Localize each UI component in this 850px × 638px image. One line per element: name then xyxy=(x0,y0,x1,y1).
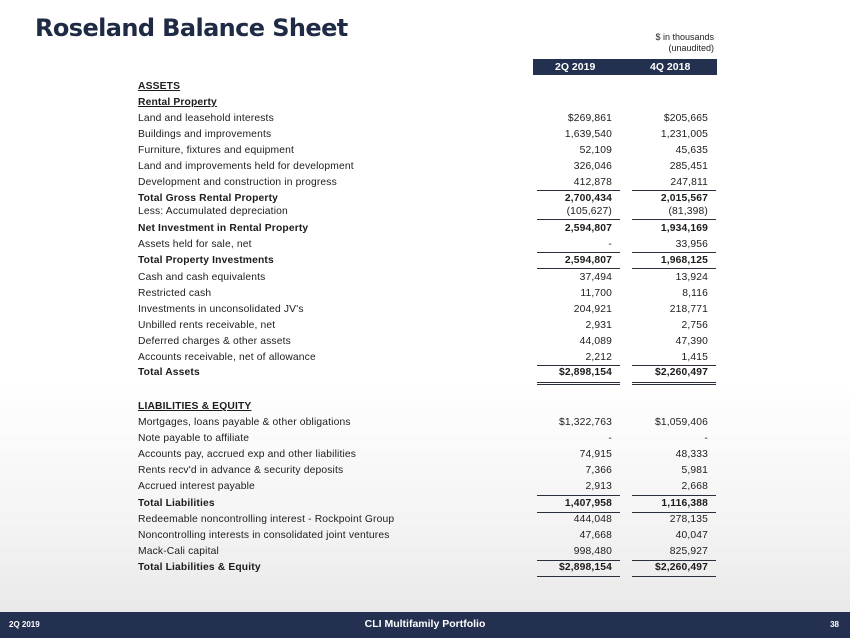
value-2q-2019: - xyxy=(608,239,612,250)
table-row xyxy=(138,127,718,143)
value-4q-2018: 1,934,169 xyxy=(660,223,708,234)
subtotal-rule xyxy=(632,512,716,513)
column-header-2q-2019: 2Q 2019 xyxy=(555,61,596,73)
row-label: Investments in unconsolidated JV's xyxy=(138,304,304,315)
row-label: Total Liabilities xyxy=(138,498,215,509)
subtotal-rule xyxy=(632,252,716,253)
row-label: Redeemable noncontrolling interest - Rockpoint Group xyxy=(138,514,395,525)
value-2q-2019: 412,878 xyxy=(573,177,612,188)
value-2q-2019: 11,700 xyxy=(580,288,612,299)
value-2q-2019: 326,046 xyxy=(573,161,612,172)
page-number: 38 xyxy=(830,620,839,629)
table-row xyxy=(138,159,718,175)
value-4q-2018: 1,968,125 xyxy=(660,255,708,266)
column-header-4q-2018: 4Q 2018 xyxy=(650,61,691,73)
value-2q-2019: (105,627) xyxy=(566,206,612,217)
table-row xyxy=(138,415,718,431)
total-row xyxy=(138,221,718,237)
row-label: Net Investment in Rental Property xyxy=(138,223,309,234)
row-label: Accounts pay, accrued exp and other liabilities xyxy=(138,449,357,460)
subtotal-rule xyxy=(632,190,716,191)
section-heading xyxy=(138,95,718,111)
table-row xyxy=(138,334,718,350)
value-4q-2018: 45,635 xyxy=(675,145,708,156)
row-label: Mortgages, loans payable & other obligations xyxy=(138,417,351,428)
value-4q-2018: 40,047 xyxy=(675,530,708,541)
value-4q-2018: 2,668 xyxy=(681,481,708,492)
subtotal-rule xyxy=(537,268,620,269)
value-4q-2018: $205,665 xyxy=(663,113,708,124)
value-2q-2019: - xyxy=(608,433,612,444)
row-label: Assets held for sale, net xyxy=(138,239,252,250)
row-label: Restricted cash xyxy=(138,288,212,299)
value-2q-2019: 2,931 xyxy=(585,320,612,331)
subtotal-rule xyxy=(537,219,620,220)
value-4q-2018: (81,398) xyxy=(668,206,708,217)
total-rule xyxy=(537,365,620,366)
value-2q-2019: 998,480 xyxy=(573,546,612,557)
value-4q-2018: 47,390 xyxy=(675,336,708,347)
value-2q-2019: 2,594,807 xyxy=(564,223,612,234)
row-label: Development and construction in progress xyxy=(138,177,337,188)
value-2q-2019: 444,048 xyxy=(573,514,612,525)
value-2q-2019: 2,913 xyxy=(585,481,612,492)
value-4q-2018: 8,116 xyxy=(682,288,708,299)
table-row xyxy=(138,350,718,366)
value-4q-2018: 825,927 xyxy=(669,546,708,557)
subtotal-rule xyxy=(537,495,620,496)
total-rule xyxy=(632,365,716,366)
value-2q-2019: 52,109 xyxy=(579,145,612,156)
table-row xyxy=(138,111,718,127)
table-row xyxy=(138,302,718,318)
value-4q-2018: 48,333 xyxy=(675,449,708,460)
row-label: Accounts receivable, net of allowance xyxy=(138,352,316,363)
column-header-band xyxy=(533,59,717,75)
value-4q-2018: 285,451 xyxy=(669,161,708,172)
value-2q-2019: $1,322,763 xyxy=(558,417,612,428)
section-heading xyxy=(138,79,718,95)
table-row xyxy=(138,237,718,253)
subtotal-rule xyxy=(537,252,620,253)
value-4q-2018: 1,231,005 xyxy=(660,129,708,140)
table-row xyxy=(138,318,718,334)
row-label: Total Liabilities & Equity xyxy=(138,562,261,573)
value-2q-2019: 2,212 xyxy=(585,352,612,363)
value-2q-2019: 37,494 xyxy=(579,272,612,283)
value-4q-2018: 1,415 xyxy=(681,352,708,363)
subtotal-rule xyxy=(537,190,620,191)
table-row xyxy=(138,175,718,191)
row-label: LIABILITIES & EQUITY xyxy=(138,401,252,412)
value-4q-2018: 2,015,567 xyxy=(660,193,708,204)
subtotal-rule xyxy=(632,219,716,220)
row-label: Rents recv'd in advance & security deposits xyxy=(138,465,344,476)
audit-status: (unaudited) xyxy=(668,43,714,53)
row-label: Total Assets xyxy=(138,367,200,378)
total-row xyxy=(138,496,718,512)
units-note xyxy=(655,32,714,54)
value-2q-2019: 2,594,807 xyxy=(564,255,612,266)
footer-title: CLI Multifamily Portfolio xyxy=(364,618,486,630)
row-label: Land and improvements held for development xyxy=(138,161,354,172)
table-row xyxy=(138,463,718,479)
value-2q-2019: 7,366 xyxy=(585,465,612,476)
subtotal-rule xyxy=(537,512,620,513)
row-label: ASSETS xyxy=(138,81,181,92)
value-4q-2018: 33,956 xyxy=(675,239,708,250)
value-4q-2018: $2,260,497 xyxy=(654,367,708,378)
value-4q-2018: 278,135 xyxy=(669,514,708,525)
value-4q-2018: 2,756 xyxy=(681,320,708,331)
double-total-rule xyxy=(632,382,716,385)
value-2q-2019: $269,861 xyxy=(567,113,612,124)
row-label: Rental Property xyxy=(138,97,217,108)
row-label: Land and leasehold interests xyxy=(138,113,274,124)
table-row xyxy=(138,479,718,495)
value-2q-2019: 44,089 xyxy=(579,336,612,347)
row-label: Total Gross Rental Property xyxy=(138,193,279,204)
table-row xyxy=(138,286,718,302)
table-row xyxy=(138,528,718,544)
table-row xyxy=(138,544,718,560)
value-4q-2018: $1,059,406 xyxy=(654,417,708,428)
footer-bar xyxy=(0,612,850,638)
total-row xyxy=(138,560,718,576)
total-rule xyxy=(632,560,716,561)
row-label: Mack-Cali capital xyxy=(138,546,219,557)
value-4q-2018: 5,981 xyxy=(681,465,708,476)
subtotal-rule xyxy=(632,495,716,496)
value-2q-2019: $2,898,154 xyxy=(558,562,612,573)
total-rule xyxy=(537,560,620,561)
row-label: Note payable to affiliate xyxy=(138,433,250,444)
value-4q-2018: $2,260,497 xyxy=(654,562,708,573)
row-label: Noncontrolling interests in consolidated joint ventures xyxy=(138,530,390,541)
row-label: Accrued interest payable xyxy=(138,481,255,492)
table-row xyxy=(138,512,718,528)
total-rule xyxy=(632,576,716,577)
row-label: Less: Accumulated depreciation xyxy=(138,206,288,217)
row-label: Cash and cash equivalents xyxy=(138,272,266,283)
double-total-rule xyxy=(537,382,620,385)
row-label: Furniture, fixtures and equipment xyxy=(138,145,295,156)
row-label: Total Property Investments xyxy=(138,255,274,266)
value-2q-2019: 1,407,958 xyxy=(564,498,612,509)
value-4q-2018: - xyxy=(704,433,708,444)
value-2q-2019: 47,668 xyxy=(579,530,612,541)
row-label: Buildings and improvements xyxy=(138,129,272,140)
value-2q-2019: 74,915 xyxy=(579,449,612,460)
total-row xyxy=(138,253,718,269)
value-2q-2019: 1,639,540 xyxy=(564,129,612,140)
table-row xyxy=(138,143,718,159)
value-2q-2019: 204,921 xyxy=(573,304,612,315)
row-label: Deferred charges & other assets xyxy=(138,336,291,347)
value-4q-2018: 247,811 xyxy=(670,177,708,188)
total-rule xyxy=(537,576,620,577)
table-row xyxy=(138,431,718,447)
units-line: $ in thousands xyxy=(655,32,714,42)
table-row xyxy=(138,447,718,463)
section-heading xyxy=(138,399,718,415)
value-2q-2019: 2,700,434 xyxy=(564,193,612,204)
table-row xyxy=(138,204,718,220)
value-2q-2019: $2,898,154 xyxy=(558,367,612,378)
total-row xyxy=(138,365,718,381)
table-row xyxy=(138,270,718,286)
page-title: Roseland Balance Sheet xyxy=(35,14,348,42)
row-label: Unbilled rents receivable, net xyxy=(138,320,276,331)
footer-period: 2Q 2019 xyxy=(9,620,40,629)
subtotal-rule xyxy=(632,268,716,269)
value-4q-2018: 218,771 xyxy=(669,304,708,315)
value-4q-2018: 1,116,388 xyxy=(661,498,708,509)
value-4q-2018: 13,924 xyxy=(675,272,708,283)
